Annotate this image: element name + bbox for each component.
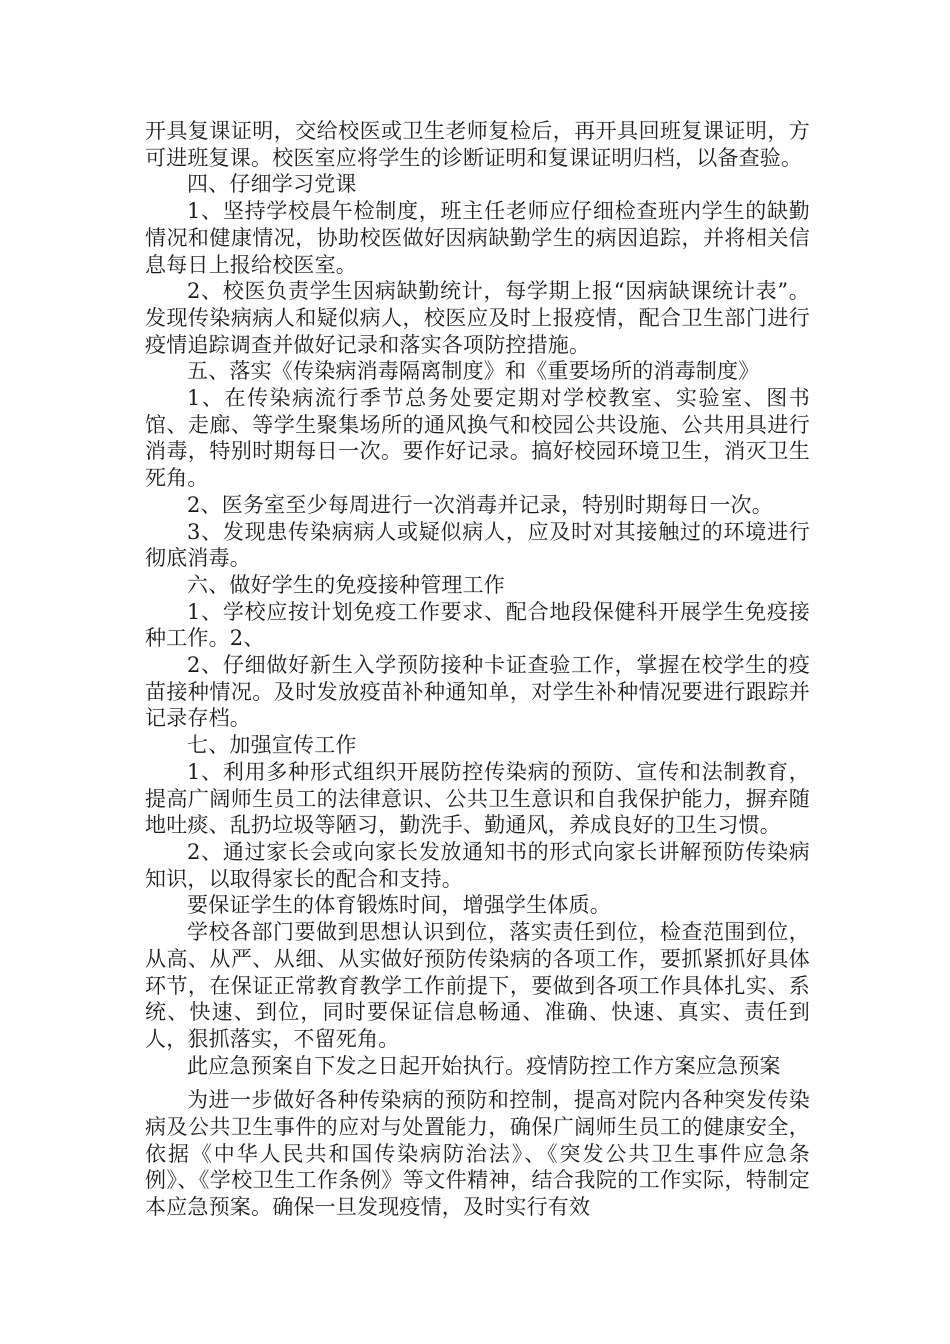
paragraph: 1、利用多种形式组织开展防控传染病的预防、宣传和法制教育，提高广阔师生员工的法律意识、公共卫生意识和自我保护能力，摒弃随地吐痰、乱扔垃圾等陋习，勤洗手、勤通风，养成良好的卫生习惯。: [145, 759, 810, 838]
paragraph: 要保证学生的体育锻炼时间，增强学生体质。: [187, 893, 611, 918]
paragraph: 学校各部门要做到思想认识到位，落实责任到位，检查范围到位，从高、从严、从细、从实做好预防传染病的各项工作，要抓紧抓好具体环节，在保证正常教育教学工作前提下，要做到各项工作具体扎实、系统、快速、到位，同时要保证信息畅通、准确、快速、真实、责任到人，狠抓落实，不留死角。: [145, 920, 810, 1051]
paragraph: 3、发现患传染病病人或疑似病人，应及时对其接触过的环境进行彻底消毒。: [145, 519, 810, 571]
section-heading: 五、落实《传染病消毒隔离制度》和《重要场所的消毒制度》: [187, 359, 760, 384]
paragraph: 为进一步做好各种传染病的预防和控制，提高对院内各种突发传染病及公共卫生事件的应对与处置能力，确保广阔师生员工的健康安全，依据《中华人民共和国传染病防治法》、《突发公共卫生事件应急条例》、《学校卫生工作条例》等文件精神，结合我院的工作实际，特制定本应急预案。确保一旦发现疫情，及时实行有效: [145, 1088, 810, 1220]
paragraph: 2、仔细做好新生入学预防接种卡证查验工作，掌握在校学生的疫苗接种情况。及时发放疫苗补种通知单，对学生补种情况要进行跟踪并记录存档。: [145, 653, 810, 731]
paragraph: 1、学校应按计划免疫工作要求、配合地段保健科开展学生免疫接种工作。2、: [145, 599, 810, 651]
paragraph: 2、医务室至少每周进行一次消毒并记录，特别时期每日一次。: [187, 492, 773, 517]
paragraph: 1、在传染病流行季节总务处要定期对学校教室、实验室、图书馆、走廊、等学生聚集场所的通风换气和校园公共设施、公共用具进行消毒，特别时期每日一次。要作好记录。搞好校园环境卫生，消灭卫生死角。: [145, 386, 810, 491]
paragraph: 2、通过家长会或向家长发放通知书的形式向家长讲解预防传染病知识，以取得家长的配合和支持。: [145, 839, 810, 891]
paragraph: 此应急预案自下发之日起开始执行。疫情防控工作方案应急预案: [187, 1053, 781, 1078]
paragraph: 开具复课证明，交给校医或卫生老师复检后，再开具回班复课证明，方可进班复课。校医室应将学生的诊断证明和复课证明归档，以备查验。: [145, 119, 810, 170]
paragraph: 1、坚持学校晨午检制度，班主任老师应仔细检查班内学生的缺勤情况和健康情况，协助校医做好因病缺勤学生的病因追踪，并将相关信息每日上报给校医室。: [145, 199, 810, 277]
section-heading: 四、仔细学习党课: [187, 172, 357, 197]
section-heading: 六、做好学生的免疫接种管理工作: [187, 572, 505, 597]
paragraph: 2、校医负责学生因病缺勤统计，每学期上报“因病缺课统计表”。发现传染病病人和疑似病人，校医应及时上报疫情，配合卫生部门进行疫情追踪调查并做好记录和落实各项防控措施。: [145, 279, 810, 357]
document-body: [145, 118, 810, 1221]
section-heading: 七、加强宣传工作: [187, 733, 357, 758]
